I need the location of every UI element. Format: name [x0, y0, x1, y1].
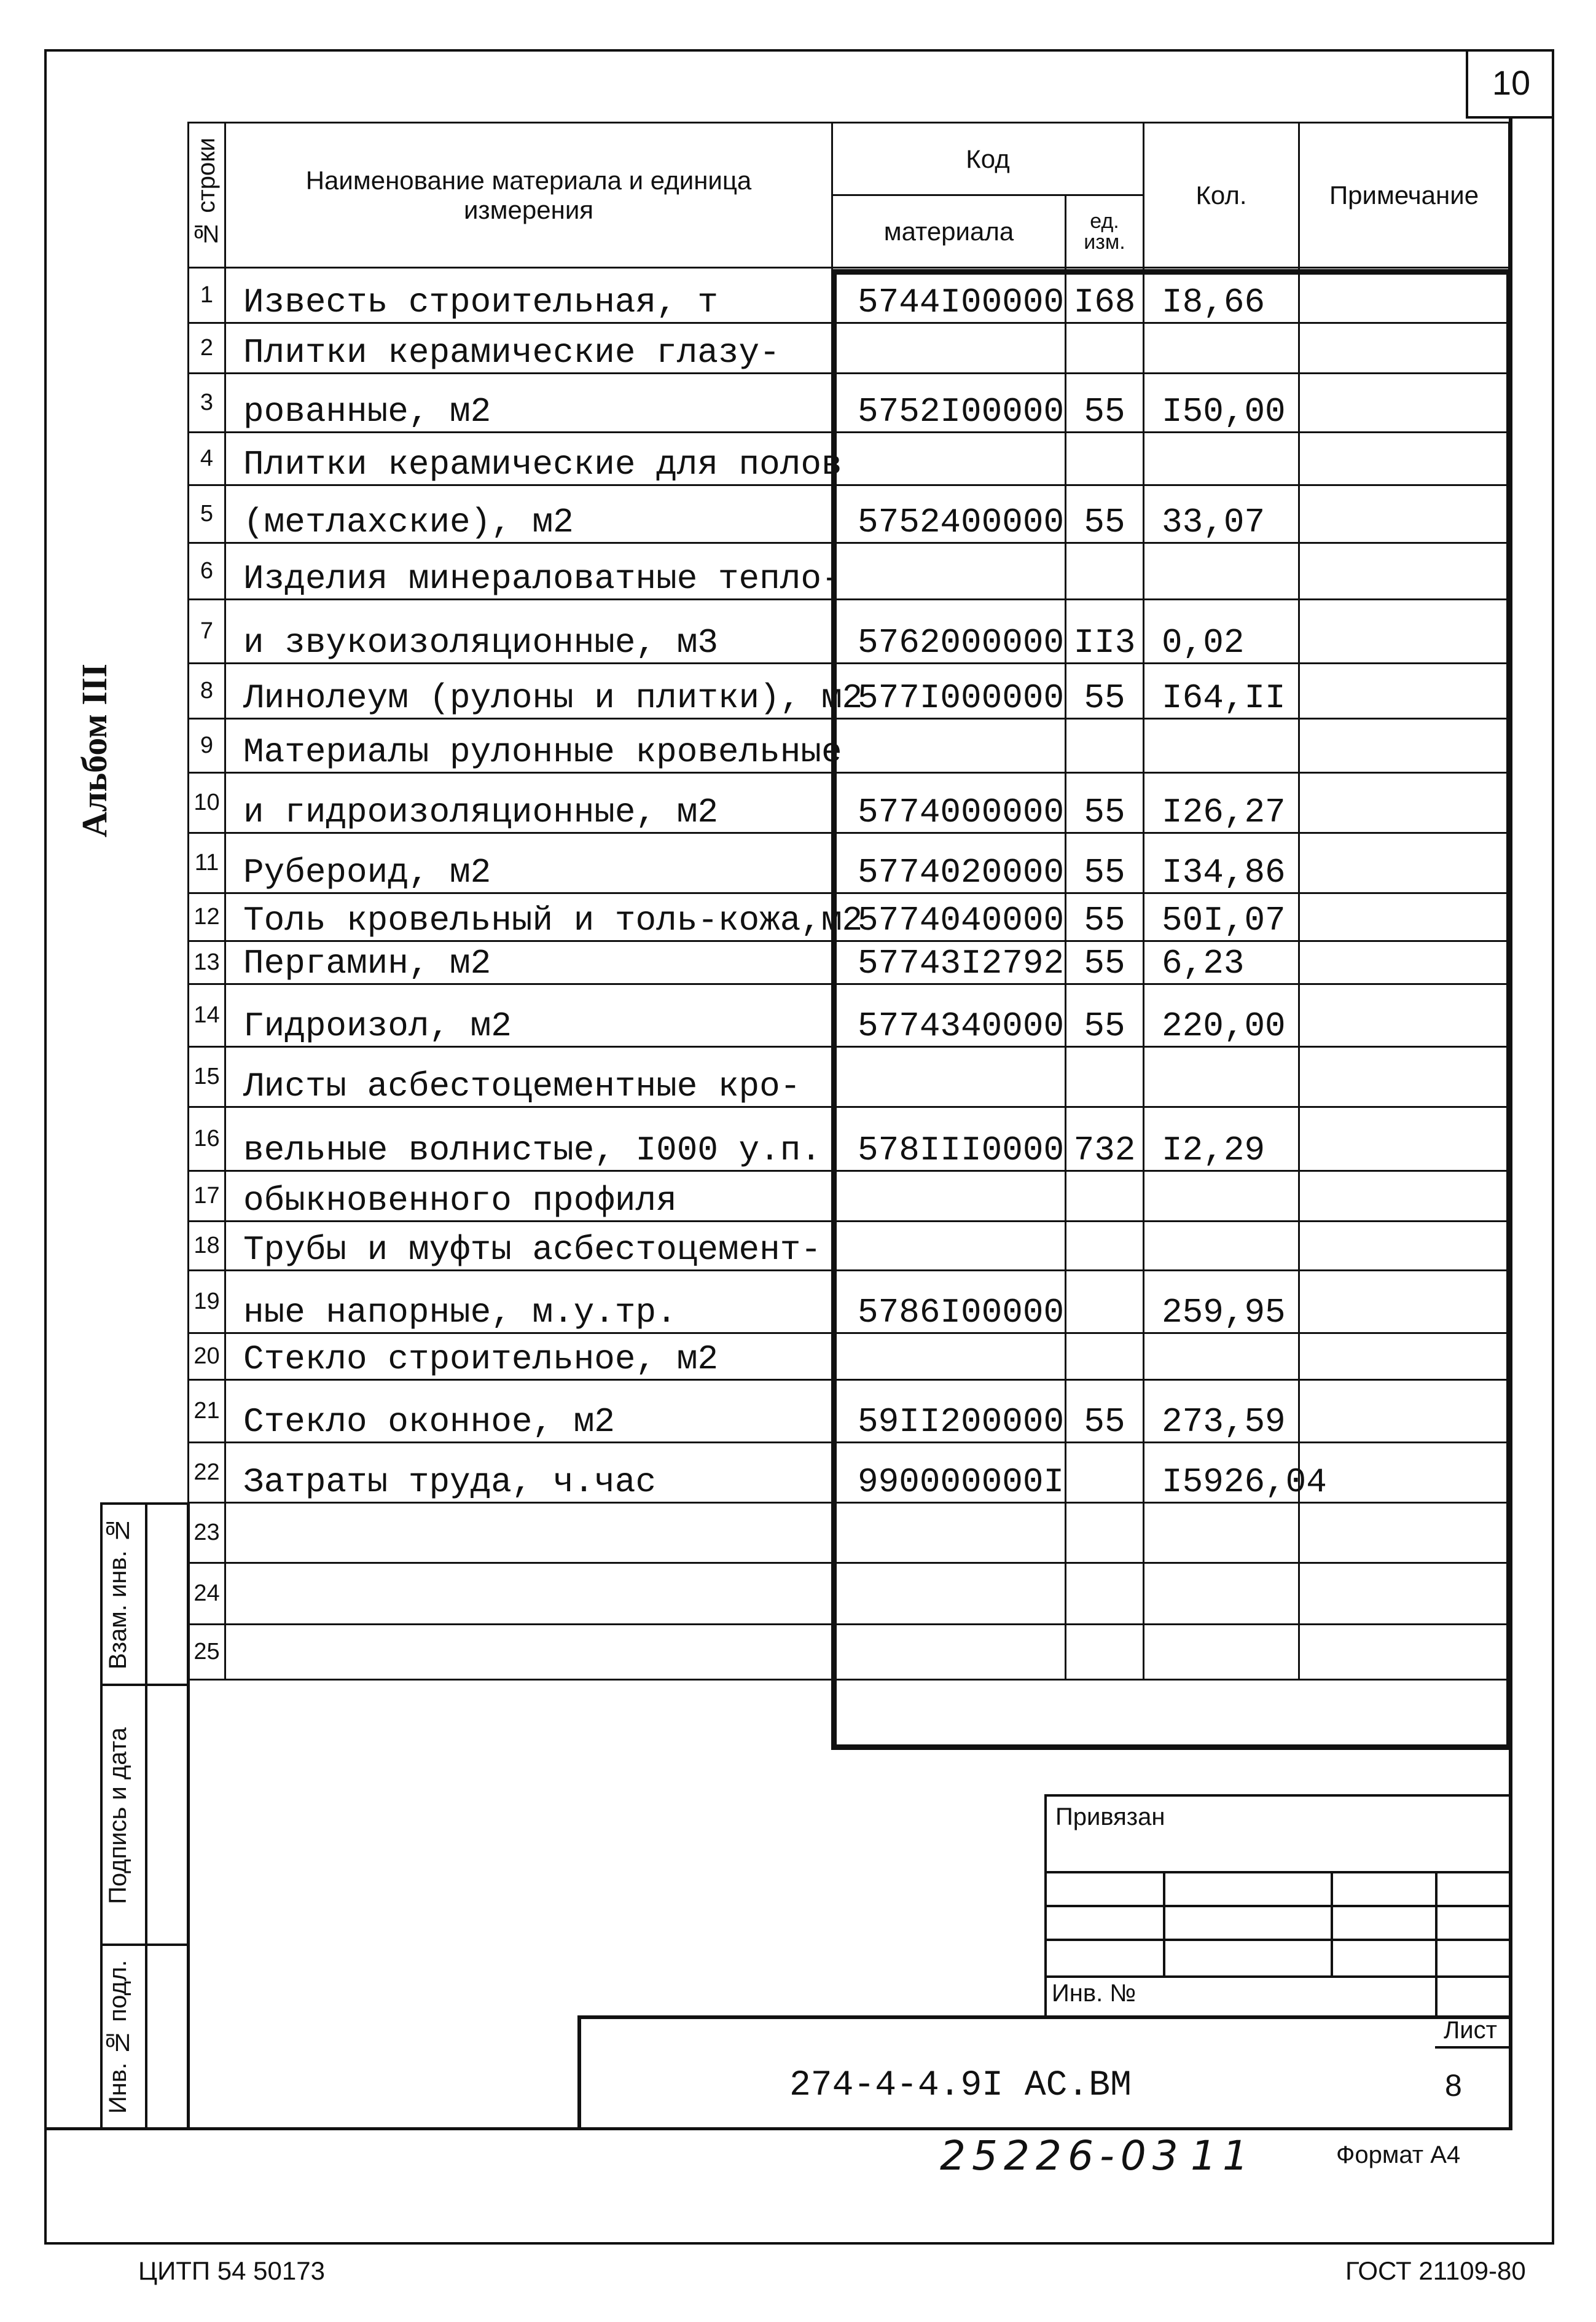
header-unit: ед. изм.: [1066, 195, 1144, 268]
material-code: 5774000000: [832, 773, 1066, 833]
material-code: 5774040000: [832, 893, 1066, 941]
unit-code: 55: [1066, 941, 1144, 984]
material-name: [225, 1503, 832, 1563]
quantity: [1144, 543, 1299, 600]
quantity: [1144, 1563, 1299, 1625]
quantity: [1144, 1222, 1299, 1271]
material-name: Листы асбестоцементные кро-: [225, 1047, 832, 1107]
table-row: [189, 433, 1509, 485]
footer-right: ГОСТ 21109-80: [1345, 2256, 1526, 2285]
header-qty: Кол.: [1144, 123, 1299, 268]
note: [1299, 984, 1509, 1047]
material-code: [832, 1171, 1066, 1222]
material-name: (метлахские), м2: [225, 485, 832, 543]
note: [1299, 600, 1509, 664]
unit-code: 55: [1066, 833, 1144, 893]
material-code: 990000000I: [832, 1443, 1066, 1503]
row-number: 20: [189, 1333, 225, 1380]
material-name: Рубероид, м2: [225, 833, 832, 893]
note: [1299, 1563, 1509, 1625]
unit-code: 55: [1066, 984, 1144, 1047]
row-number: 8: [189, 664, 225, 719]
quantity: 50I,07: [1144, 893, 1299, 941]
note: [1299, 719, 1509, 773]
material-name: Линолеум (рулоны и плитки), м2: [225, 664, 832, 719]
material-name: рованные, м2: [225, 374, 832, 433]
note: [1299, 1443, 1509, 1503]
material-code: [832, 719, 1066, 773]
unit-code: [1066, 1333, 1144, 1380]
handwritten-page: 11: [1191, 2132, 1254, 2179]
material-code: 5786I00000: [832, 1271, 1066, 1333]
quantity: [1144, 719, 1299, 773]
row-number: 6: [189, 543, 225, 600]
table-row: [189, 833, 1509, 893]
row-number: 23: [189, 1503, 225, 1563]
material-code: [832, 543, 1066, 600]
sheet-label: Лист: [1444, 2017, 1497, 2044]
note: [1299, 1333, 1509, 1380]
row-number: 21: [189, 1380, 225, 1443]
table-row: [189, 1107, 1509, 1171]
note: [1299, 773, 1509, 833]
unit-code: 55: [1066, 773, 1144, 833]
note: [1299, 485, 1509, 543]
unit-code: [1066, 1222, 1144, 1271]
header-note: Примечание: [1299, 123, 1509, 268]
header-code: Код: [832, 123, 1144, 195]
material-name: Стекло оконное, м2: [225, 1380, 832, 1443]
unit-code: [1066, 1563, 1144, 1625]
table-row: [189, 485, 1509, 543]
table-row: [189, 1047, 1509, 1107]
material-name: обыкновенного профиля: [225, 1171, 832, 1222]
row-number: 24: [189, 1563, 225, 1625]
note: [1299, 833, 1509, 893]
note: [1299, 323, 1509, 374]
table-row: [189, 1443, 1509, 1503]
quantity: [1144, 433, 1299, 485]
row-number: 9: [189, 719, 225, 773]
header-row-no: № строки: [189, 123, 225, 268]
unit-code: 55: [1066, 485, 1144, 543]
quantity: [1144, 323, 1299, 374]
material-code: [832, 323, 1066, 374]
table-row: [189, 1503, 1509, 1563]
material-code: [832, 1563, 1066, 1625]
inv-no-label: Инв. №: [1052, 1980, 1136, 2007]
table-row: [189, 543, 1509, 600]
quantity: I64,II: [1144, 664, 1299, 719]
material-code: [832, 1503, 1066, 1563]
material-code: 5752I00000: [832, 374, 1066, 433]
format-label: Формат А4: [1336, 2141, 1461, 2168]
unit-code: 55: [1066, 1380, 1144, 1443]
order-number: 25226-03: [940, 2132, 1184, 2179]
footer-left: ЦИТП 54 50173: [138, 2256, 325, 2285]
table-row: [189, 941, 1509, 984]
material-name: и гидроизоляционные, м2: [225, 773, 832, 833]
material-name: Затраты труда, ч.час: [225, 1443, 832, 1503]
material-code: 5774020000: [832, 833, 1066, 893]
material-code: [832, 1333, 1066, 1380]
row-number: 22: [189, 1443, 225, 1503]
material-name: Плитки керамические глазу-: [225, 323, 832, 374]
note: [1299, 1625, 1509, 1680]
row-number: 1: [189, 268, 225, 323]
note: [1299, 664, 1509, 719]
material-code: 59II200000: [832, 1380, 1066, 1443]
table-row: [189, 664, 1509, 719]
privyazan-label: Привязан: [1055, 1803, 1165, 1830]
material-name: Пергамин, м2: [225, 941, 832, 984]
row-number: 25: [189, 1625, 225, 1680]
note: [1299, 1107, 1509, 1171]
quantity: 33,07: [1144, 485, 1299, 543]
note: [1299, 941, 1509, 984]
note: [1299, 1271, 1509, 1333]
quantity: I5926,04: [1144, 1443, 1299, 1503]
materials-table: [187, 122, 1510, 1681]
material-code: 5744I00000: [832, 268, 1066, 323]
material-code: [832, 1222, 1066, 1271]
quantity: [1144, 1503, 1299, 1563]
unit-code: 55: [1066, 893, 1144, 941]
table-row: [189, 1333, 1509, 1380]
table-row: [189, 773, 1509, 833]
quantity: [1144, 1625, 1299, 1680]
table-row: [189, 374, 1509, 433]
material-name: Гидроизол, м2: [225, 984, 832, 1047]
row-number: 17: [189, 1171, 225, 1222]
unit-code: 732: [1066, 1107, 1144, 1171]
row-number: 19: [189, 1271, 225, 1333]
table-row: [189, 323, 1509, 374]
quantity: 6,23: [1144, 941, 1299, 984]
unit-code: I68: [1066, 268, 1144, 323]
unit-code: [1066, 1271, 1144, 1333]
note: [1299, 1047, 1509, 1107]
page-number: 10: [1466, 49, 1554, 119]
inv-podl-label: Инв. № подл.: [104, 1959, 131, 2114]
material-name: вельные волнистые, I000 у.п.: [225, 1107, 832, 1171]
signature-date-label: Подпись и дата: [104, 1727, 131, 1904]
header-name: Наименование материала и единица измерения: [225, 123, 832, 268]
table-row: [189, 1380, 1509, 1443]
table-row: [189, 984, 1509, 1047]
quantity: [1144, 1333, 1299, 1380]
table-row: [189, 268, 1509, 323]
table-row: [189, 600, 1509, 664]
row-number: 5: [189, 485, 225, 543]
note: [1299, 1171, 1509, 1222]
material-name: Изделия минераловатные тепло-: [225, 543, 832, 600]
table-row: [189, 1171, 1509, 1222]
row-number: 13: [189, 941, 225, 984]
material-name: ные напорные, м.у.тр.: [225, 1271, 832, 1333]
unit-code: [1066, 1047, 1144, 1107]
row-number: 2: [189, 323, 225, 374]
unit-code: [1066, 719, 1144, 773]
table-row: [189, 1563, 1509, 1625]
note: [1299, 893, 1509, 941]
table-row: [189, 1625, 1509, 1680]
material-code: [832, 1047, 1066, 1107]
unit-code: [1066, 1171, 1144, 1222]
row-number: 7: [189, 600, 225, 664]
quantity: I34,86: [1144, 833, 1299, 893]
material-code: 5762000000: [832, 600, 1066, 664]
album-label: Альбом III: [74, 664, 114, 837]
unit-code: 55: [1066, 664, 1144, 719]
table-row: [189, 893, 1509, 941]
unit-code: [1066, 323, 1144, 374]
table-row: [189, 1271, 1509, 1333]
unit-code: [1066, 1443, 1144, 1503]
unit-code: [1066, 433, 1144, 485]
row-number: 3: [189, 374, 225, 433]
material-name: Трубы и муфты асбестоцемент-: [225, 1222, 832, 1271]
material-name: Толь кровельный и толь-кожа,м2: [225, 893, 832, 941]
unit-code: [1066, 543, 1144, 600]
quantity: I2,29: [1144, 1107, 1299, 1171]
material-name: Известь строительная, т: [225, 268, 832, 323]
row-number: 10: [189, 773, 225, 833]
note: [1299, 1380, 1509, 1443]
unit-code: [1066, 1625, 1144, 1680]
material-name: [225, 1625, 832, 1680]
quantity: [1144, 1047, 1299, 1107]
material-code: 5752400000: [832, 485, 1066, 543]
quantity: 0,02: [1144, 600, 1299, 664]
material-name: Материалы рулонные кровельные: [225, 719, 832, 773]
header-material: материала: [832, 195, 1066, 268]
unit-code: 55: [1066, 374, 1144, 433]
quantity: I8,66: [1144, 268, 1299, 323]
sheet-number: 8: [1445, 2068, 1462, 2103]
row-number: 11: [189, 833, 225, 893]
row-number: 4: [189, 433, 225, 485]
quantity: I26,27: [1144, 773, 1299, 833]
material-name: и звукоизоляционные, м3: [225, 600, 832, 664]
quantity: I50,00: [1144, 374, 1299, 433]
document-code: 274-4-4.9I АС.ВМ: [789, 2066, 1132, 2106]
material-name: Стекло строительное, м2: [225, 1333, 832, 1380]
quantity: 273,59: [1144, 1380, 1299, 1443]
row-number: 12: [189, 893, 225, 941]
material-name: Плитки керамические для полов: [225, 433, 832, 485]
material-code: [832, 433, 1066, 485]
unit-code: II3: [1066, 600, 1144, 664]
vzam-label: Взам. инв. №: [104, 1516, 131, 1669]
row-number: 14: [189, 984, 225, 1047]
note: [1299, 268, 1509, 323]
unit-code: [1066, 1503, 1144, 1563]
material-code: 578III0000: [832, 1107, 1066, 1171]
material-code: 5774340000: [832, 984, 1066, 1047]
note: [1299, 543, 1509, 600]
quantity: 220,00: [1144, 984, 1299, 1047]
table-row: [189, 1222, 1509, 1271]
row-number: 16: [189, 1107, 225, 1171]
row-number: 15: [189, 1047, 225, 1107]
material-code: 57743I2792: [832, 941, 1066, 984]
material-name: [225, 1563, 832, 1625]
note: [1299, 1503, 1509, 1563]
table-row: [189, 719, 1509, 773]
note: [1299, 433, 1509, 485]
quantity: 259,95: [1144, 1271, 1299, 1333]
note: [1299, 1222, 1509, 1271]
row-number: 18: [189, 1222, 225, 1271]
quantity: [1144, 1171, 1299, 1222]
note: [1299, 374, 1509, 433]
material-code: [832, 1625, 1066, 1680]
material-code: 577I000000: [832, 664, 1066, 719]
